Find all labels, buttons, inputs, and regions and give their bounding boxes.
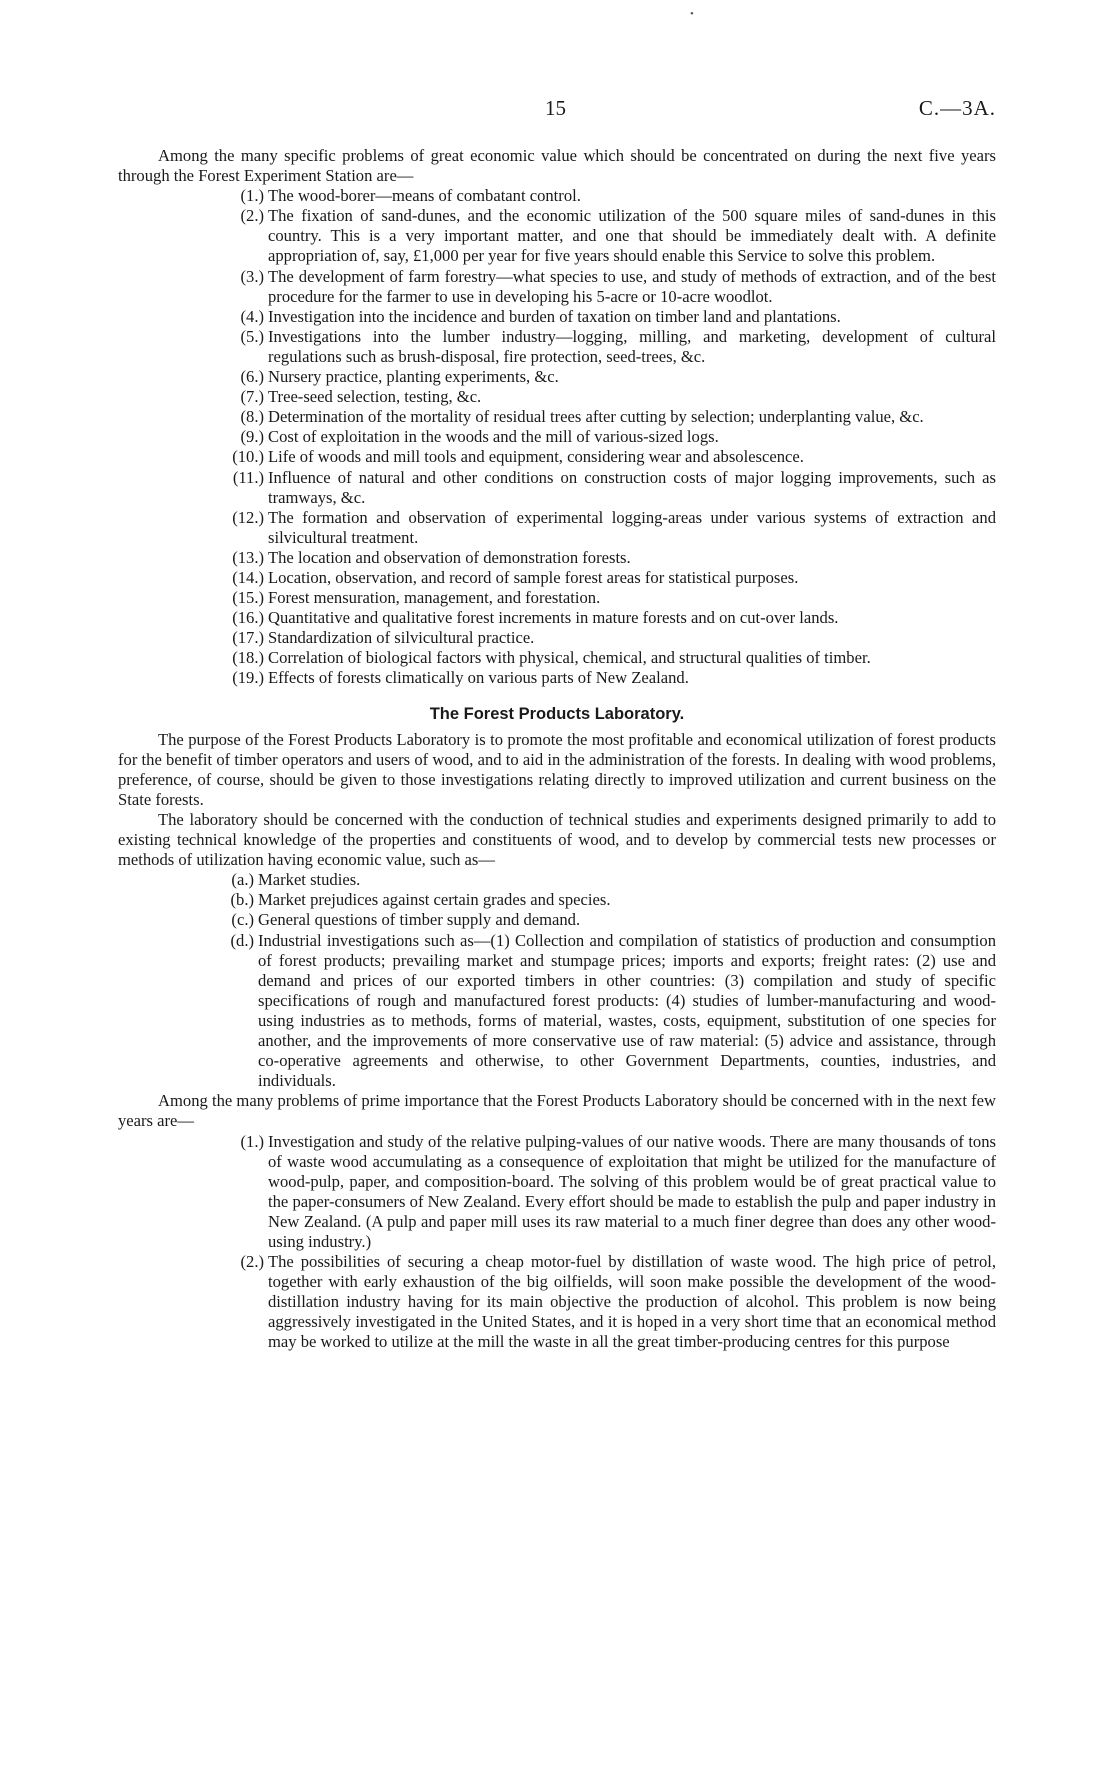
item-text: Industrial investigations such as—(1) Collection and compilation of statistics of production and consumption of forest products; prevailing market and stumpage prices; imports and exports; freight rates: (2) use and demand and prices of our exported timbers in other countries: (3) compilation and study of specific specifications of rough and manufactured forest products: (4) studies of lumber-manufacturing and wood-using industries as to methods, forms of material, wastes, costs, equipment, substitution of one species for another, and the improvements of more conservative use of raw material: (5) advice and assistance, through co-operative agreements and otherwise, to other Government Departments, counties, industries, and individuals. bbox=[258, 930, 996, 1091]
item-number: (12.) bbox=[232, 507, 264, 527]
item-number: (8.) bbox=[240, 407, 264, 427]
station-problem-list bbox=[118, 186, 996, 688]
item-number: (5.) bbox=[240, 326, 264, 346]
item-letter: (d.) bbox=[230, 930, 254, 950]
laboratory-studies-list bbox=[118, 870, 996, 1091]
list-item bbox=[118, 206, 996, 266]
item-text: Quantitative and qualitative forest increments in mature forests and on cut-over lands. bbox=[268, 608, 839, 628]
item-text: Market prejudices against certain grades and species. bbox=[258, 890, 611, 910]
item-number: (18.) bbox=[232, 648, 264, 668]
list-item bbox=[118, 890, 996, 910]
item-text: Cost of exploitation in the woods and the mill of various-sized logs. bbox=[268, 427, 719, 447]
list-item bbox=[118, 1132, 996, 1253]
list-item bbox=[118, 931, 996, 1092]
list-item bbox=[118, 186, 996, 206]
item-number: (1.) bbox=[240, 1131, 264, 1151]
item-number: (15.) bbox=[232, 588, 264, 608]
item-text: The location and observation of demonstration forests. bbox=[268, 547, 631, 567]
scan-mark: • bbox=[690, 8, 694, 20]
list-item bbox=[118, 668, 996, 688]
item-text: The development of farm forestry—what species to use, and study of methods of extraction, and of the best procedure for the farmer to use in developing his 5-acre or 10-acre woodlot. bbox=[268, 266, 996, 306]
item-text: The possibilities of securing a cheap motor-fuel by distillation of waste wood. The high price of petrol, together with early exhaustion of the big oilfields, will soon make possible the development of the wood-distillation industry having for its main objective the production of alcohol. This problem is now being aggressively investigated in the United States, and it is hoped in a very short time that an economical method may be worked to utilize at the mill the waste in all the great timber-producing centres for this purpose bbox=[268, 1252, 996, 1352]
item-letter: (b.) bbox=[230, 890, 254, 910]
item-number: (2.) bbox=[240, 206, 264, 226]
intro-paragraph: Among the many specific problems of great economic value which should be concentrated on during the next five years through the Forest Experiment Station are— bbox=[118, 146, 996, 186]
list-item bbox=[118, 628, 996, 648]
item-text: Influence of natural and other conditions on construction costs of major logging improvements, such as tramways, &c. bbox=[268, 467, 996, 507]
list-item bbox=[118, 367, 996, 387]
item-number: (9.) bbox=[240, 427, 264, 447]
page-number: 15 bbox=[545, 96, 566, 120]
list-item bbox=[118, 608, 996, 628]
list-item bbox=[118, 468, 996, 508]
list-item bbox=[118, 407, 996, 427]
list-item bbox=[118, 588, 996, 608]
item-number: (13.) bbox=[232, 547, 264, 567]
item-text: Correlation of biological factors with physical, chemical, and structural qualities of timber. bbox=[268, 648, 871, 668]
item-letter: (c.) bbox=[231, 910, 254, 930]
list-item bbox=[118, 648, 996, 668]
item-text: Investigation and study of the relative pulping-values of our native woods. There are many thousands of tons of waste wood accumulating as a consequence of exploitation that might be utilized for the manufacture of wood-pulp, paper, and composition-board. The solving of this problem would be of great practical value to the paper-consumers of New Zealand. Every effort should be made to establish the pulp and paper industry in New Zealand. (A pulp and paper mill uses its raw material to a much finer degree than does any other wood-using industry.) bbox=[268, 1131, 996, 1251]
list-item bbox=[118, 267, 996, 307]
item-text: Tree-seed selection, testing, &c. bbox=[268, 387, 482, 407]
item-text: The wood-borer—means of combatant control. bbox=[268, 186, 581, 206]
list-item bbox=[118, 447, 996, 467]
item-text: Location, observation, and record of sample forest areas for statistical purposes. bbox=[268, 567, 799, 587]
item-text: Investigation into the incidence and burden of taxation on timber land and plantations. bbox=[268, 306, 841, 326]
item-number: (16.) bbox=[232, 608, 264, 628]
page-body bbox=[118, 146, 996, 1353]
list-item bbox=[118, 1252, 996, 1352]
item-number: (14.) bbox=[232, 567, 264, 587]
document-reference: C.—3A. bbox=[918, 96, 996, 120]
section-heading: The Forest Products Laboratory. bbox=[429, 704, 685, 723]
item-number: (1.) bbox=[240, 186, 264, 206]
item-text: Investigations into the lumber industry—logging, milling, and marketing, development of cultural regulations such as brush-disposal, fire protection, seed-trees, &c. bbox=[268, 326, 996, 366]
item-number: (7.) bbox=[240, 387, 264, 407]
laboratory-problem-list bbox=[118, 1132, 996, 1353]
list-item bbox=[118, 870, 996, 890]
item-text: Nursery practice, planting experiments, &c. bbox=[268, 367, 559, 387]
item-text: General questions of timber supply and demand. bbox=[258, 910, 581, 930]
item-number: (4.) bbox=[240, 306, 264, 326]
list-item bbox=[118, 327, 996, 367]
list-item bbox=[118, 427, 996, 447]
item-number: (6.) bbox=[240, 367, 264, 387]
item-text: Effects of forests climatically on various parts of New Zealand. bbox=[268, 668, 689, 688]
item-text: Market studies. bbox=[258, 870, 361, 890]
intro-paragraph-2: Among the many problems of prime importance that the Forest Products Laboratory should be concerned with in the next few years are— bbox=[118, 1091, 996, 1131]
item-number: (19.) bbox=[232, 668, 264, 688]
item-number: (17.) bbox=[232, 628, 264, 648]
item-text: The fixation of sand-dunes, and the economic utilization of the 500 square miles of sand-dunes in this country. This is a very important matter, and one that should be immediately dealt with. A definite appropriation of, say, £1,000 per year for five years should enable this Service to solve this problem. bbox=[268, 206, 996, 266]
laboratory-paragraph: The laboratory should be concerned with the conduction of technical studies and experiments designed primarily to add to existing technical knowledge of the properties and constituents of wood, and to develop by commercial tests new processes or methods of utilization having economic value, such as— bbox=[118, 810, 996, 870]
item-text: The formation and observation of experimental logging-areas under various systems of extraction and silvicultural treatment. bbox=[268, 507, 996, 547]
item-number: (10.) bbox=[232, 447, 264, 467]
item-number: (3.) bbox=[240, 266, 264, 286]
list-item bbox=[118, 548, 996, 568]
item-number: (2.) bbox=[240, 1252, 264, 1272]
item-text: Life of woods and mill tools and equipment, considering wear and absolescence. bbox=[268, 447, 804, 467]
item-text: Standardization of silvicultural practice. bbox=[268, 628, 535, 648]
item-number: (11.) bbox=[232, 467, 264, 487]
list-item bbox=[118, 387, 996, 407]
item-text: Determination of the mortality of residual trees after cutting by selection; underplanting value, &c. bbox=[268, 407, 924, 427]
item-text: Forest mensuration, management, and forestation. bbox=[268, 588, 601, 608]
list-item bbox=[118, 910, 996, 930]
list-item bbox=[118, 508, 996, 548]
list-item bbox=[118, 568, 996, 588]
purpose-paragraph: The purpose of the Forest Products Laboratory is to promote the most profitable and economical utilization of forest products for the benefit of timber operators and users of wood, and to aid in the administration of the forests. In dealing with wood problems, preference, of course, should be given to those investigations relating directly to improved utilization and current business on the State forests. bbox=[118, 729, 996, 809]
item-letter: (a.) bbox=[231, 870, 254, 890]
list-item bbox=[118, 307, 996, 327]
